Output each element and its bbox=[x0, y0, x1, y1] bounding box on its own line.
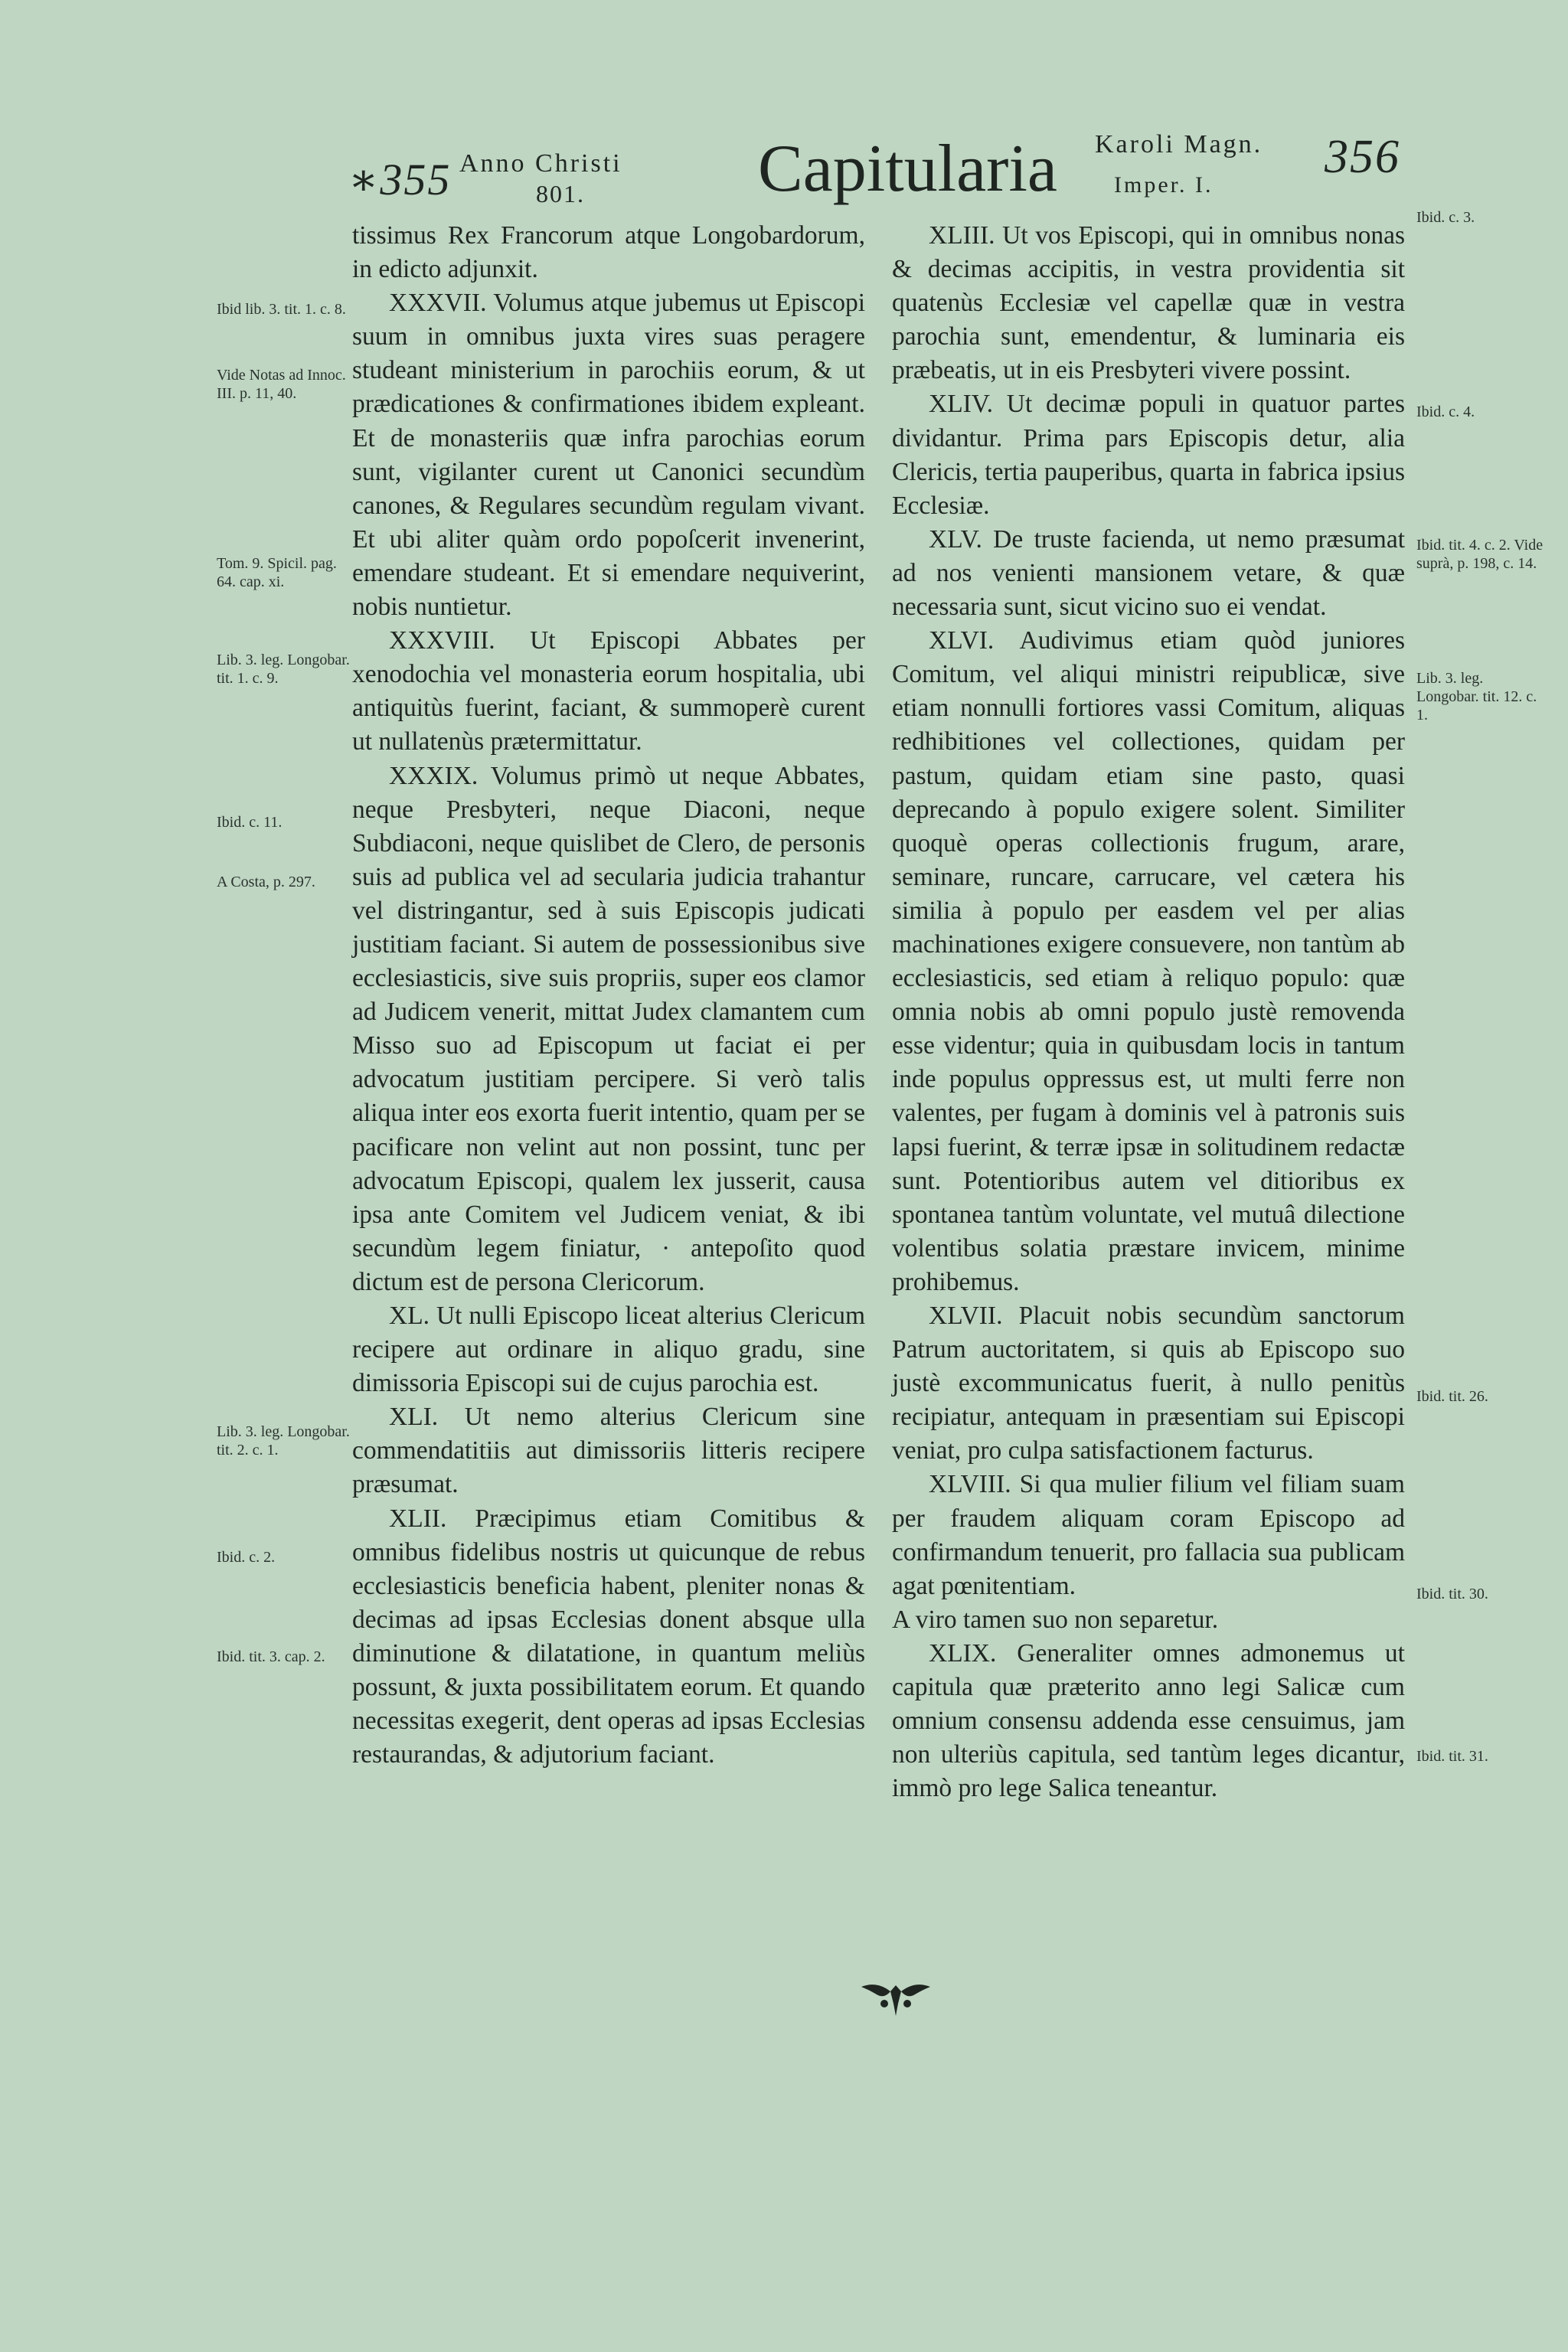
margin-note-right: Lib. 3. leg. Longobar. tit. 12. c. 1. bbox=[1416, 670, 1537, 724]
chapter-xl: XL. Ut nulli Episcopo liceat alterius Clericum recipere aut ordinare in aliquo gradu, sine dimissoria Episcopi sui de cujus parochia est. bbox=[352, 1302, 865, 1398]
margin-note-left: Ibid. tit. 3. cap. 2. bbox=[217, 1648, 325, 1665]
fleuron-ornament-icon bbox=[854, 1978, 938, 2024]
margin-note-left: A Costa, p. 297. bbox=[217, 874, 315, 890]
page-header bbox=[0, 0, 1568, 222]
margin-note-left: Tom. 9. Spicil. pag. 64. cap. xi. bbox=[217, 555, 337, 590]
chapter-xxxviii: XXXVIII. Ut Episcopi Abbates per xenodochia vel monasteria eorum hospitalia, ubi antiquitùs fuerint, faciant, & summoperè curent ut nullatenùs prætermittatur. bbox=[352, 626, 865, 756]
page-number-left: ∗355 bbox=[348, 155, 452, 204]
page-number-right: 356 bbox=[1325, 131, 1400, 183]
running-head-karoli: Karoli Magn. bbox=[1095, 130, 1263, 158]
chapter-xli: XLI. Ut nemo alterius Clericum sine commendatitiis aut dimissoriis litteris recipere præsumat. bbox=[352, 1403, 865, 1499]
margin-note-left: Ibid. c. 11. bbox=[217, 814, 283, 831]
margin-note-left: Ibid. c. 2. bbox=[217, 1549, 276, 1566]
margin-note-right: Ibid. c. 4. bbox=[1416, 403, 1475, 420]
chapter-xlvii: XLVII. Placuit nobis secundùm sanctorum Patrum auctoritatem, si quis ab Episcopo suo justè excommunicatus fuerit, à nullo penitùs recipiatur, antequam in præsentiam sui Episcopi veniat, pro culpa satisfactionem facturus. bbox=[892, 1302, 1405, 1465]
right-text-column bbox=[892, 219, 1405, 1805]
margin-note-right: Ibid. tit. 4. c. 2. Vide suprà, p. 198, c. 14. bbox=[1416, 537, 1544, 572]
chapter-xlviii-continuation: A viro tamen suo non separetur. bbox=[892, 1605, 1219, 1634]
chapter-xlv: XLV. De truste facienda, ut nemo præsumat ad nos venienti mansionem vetare, & quæ necessaria sunt, sicut vicino suo ei vendat. bbox=[892, 524, 1405, 622]
margin-note-left: Vide Notas ad Innoc. III. p. 11, 40. bbox=[217, 367, 346, 402]
chapter-xlix: XLIX. Generaliter omnes admonemus ut capitula quæ præterito anno legi Salicæ cum omnium consensu addenda esse censuimus, jam non ulteriùs capitula, sed tantùm leges dicantur, immò pro lege Salica teneantur. bbox=[892, 1638, 1405, 1803]
margin-note-right: Ibid. tit. 26. bbox=[1416, 1388, 1488, 1405]
left-text-column bbox=[352, 219, 865, 1772]
margin-note-right: Ibid. tit. 31. bbox=[1416, 1748, 1488, 1765]
margin-note-right: Ibid. c. 3. bbox=[1416, 209, 1475, 226]
running-head-imper: Imper. I. bbox=[1114, 172, 1214, 198]
chapter-xxxvii: XXXVII. Volumus atque jubemus ut Episcopi suum in omnibus juxta vires suas peragere studeant ministerium in parochiis eorum, & ut prædicationes & confirmationes ibidem expleant. Et de monasteriis quæ infra parochias eorum sunt, vigilanter curent ut Canonici secundùm canones, & Regulares secundùm regulam vivant. Et ubi aliter quàm ordo popoſcerit invenerint, emendare studeant. Et si emendare nequiverint, nobis nuntietur. bbox=[352, 289, 865, 622]
running-head-anno: Anno Christi bbox=[459, 149, 622, 178]
chapter-xliv: XLIV. Ut decimæ populi in quatuor partes dividantur. Prima pars Episcopis detur, alia Clericis, tertia pauperibus, quarta in fabrica ipsius Ecclesiæ. bbox=[892, 390, 1405, 520]
margin-note-left: Lib. 3. leg. Longobar. tit. 1. c. 9. bbox=[217, 652, 350, 687]
chapter-xlvi: XLVI. Audivimus etiam quòd juniores Comitum, vel aliqui ministri reipublicæ, sive etiam nonnulli fortiores vassi Comitum, aliquas redhibitiones vel collectiones, quidam per pastum, quidam etiam sine pasto, quasi deprecando à populo exigere solent. Similiter quoquè operas collectionis frugum, arare, seminare, runcare, carrucare, vel cætera his similia à populo per easdem vel per alias machinationes exigere consuevere, non tantùm ab ecclesiasticis, sed etiam à reliquo populo: quæ omnia nobis ab omni populo justè removenda esse videntur; quia in quibusdam locis in tantum inde populus oppressus est, ut multi ferre non valentes, per fugam à dominis vel à patronis suis lapsi fuerint, & terræ ipsæ in solitudinem redactæ sunt. Potentioribus autem vel ditioribus ex spontanea tantùm voluntate, vel mutuâ dilectione volentibus solatia præstare invicem, minime prohibemus. bbox=[892, 626, 1405, 1296]
margin-note-right: Ibid. tit. 30. bbox=[1416, 1586, 1488, 1602]
chapter-xxxix: XXXIX. Volumus primò ut neque Abbates, neque Presbyteri, neque Diaconi, neque Subdiaconi, neque quislibet de Clero, de personis suis ad publica vel ad secularia judicia trahantur vel distringantur, sed à suis Episcopis judicati justitiam faciant. Si autem de possessionibus sive ecclesiasticis, sive suis propriis, super eos clamor ad Judicem venerit, mittat Judex clamantem cum Misso suo ad Episcopum ut faciat ei per advocatum justitiam percipere. Si verò talis aliqua inter eos exorta fuerit intentio, quam per se pacificare non velint aut non possint, tunc per advocatum Episcopi, qualem lex jusserit, causa ipsa ante Comitem vel Judicem veniat, & ibi secundùm legem finiatur, · antepoſito quod dictum est de persona Clericorum. bbox=[352, 761, 865, 1296]
running-head-year: 801. bbox=[536, 180, 585, 207]
margin-note-left: Lib. 3. leg. Longobar. tit. 2. c. 1. bbox=[217, 1423, 350, 1459]
margin-note-left: Ibid lib. 3. tit. 1. c. 8. bbox=[217, 301, 346, 318]
chapter-xlii: XLII. Præcipimus etiam Comitibus & omnibus fidelibus nostris ut quicunque de rebus ecclesiasticis beneficia habent, pleniter nonas & decimas ad ipsas Ecclesias donent absque ulla diminutione & dilatatione, in quantum meliùs possunt, & juxta possibilitatem eorum. Et quando necessitas exegerit, dent operas ad ipsas Ecclesias restaurandas, & adjutorium faciant. bbox=[352, 1504, 865, 1769]
paragraph-continuation: tissimus Rex Francorum atque Longobardorum, in edicto adjunxit. bbox=[352, 221, 865, 284]
chapter-xliii: XLIII. Ut vos Episcopi, qui in omnibus nonas & decimas accipitis, in vestra providentia sit quatenùs Ecclesiæ vel capellæ quæ in vestra parochia sunt, emendentur, & luminaria eis præbeatis, ut in eis Presbyteri vivere possint. bbox=[892, 221, 1405, 385]
chapter-xlviii: XLVIII. Si qua mulier filium vel filiam suam per fraudem aliquam coram Episcopo ad confirmandum tenuerit, pro fallacia sua publicam agat pœnitentiam. bbox=[892, 1470, 1405, 1600]
page-title: Capitularia bbox=[758, 132, 1057, 206]
